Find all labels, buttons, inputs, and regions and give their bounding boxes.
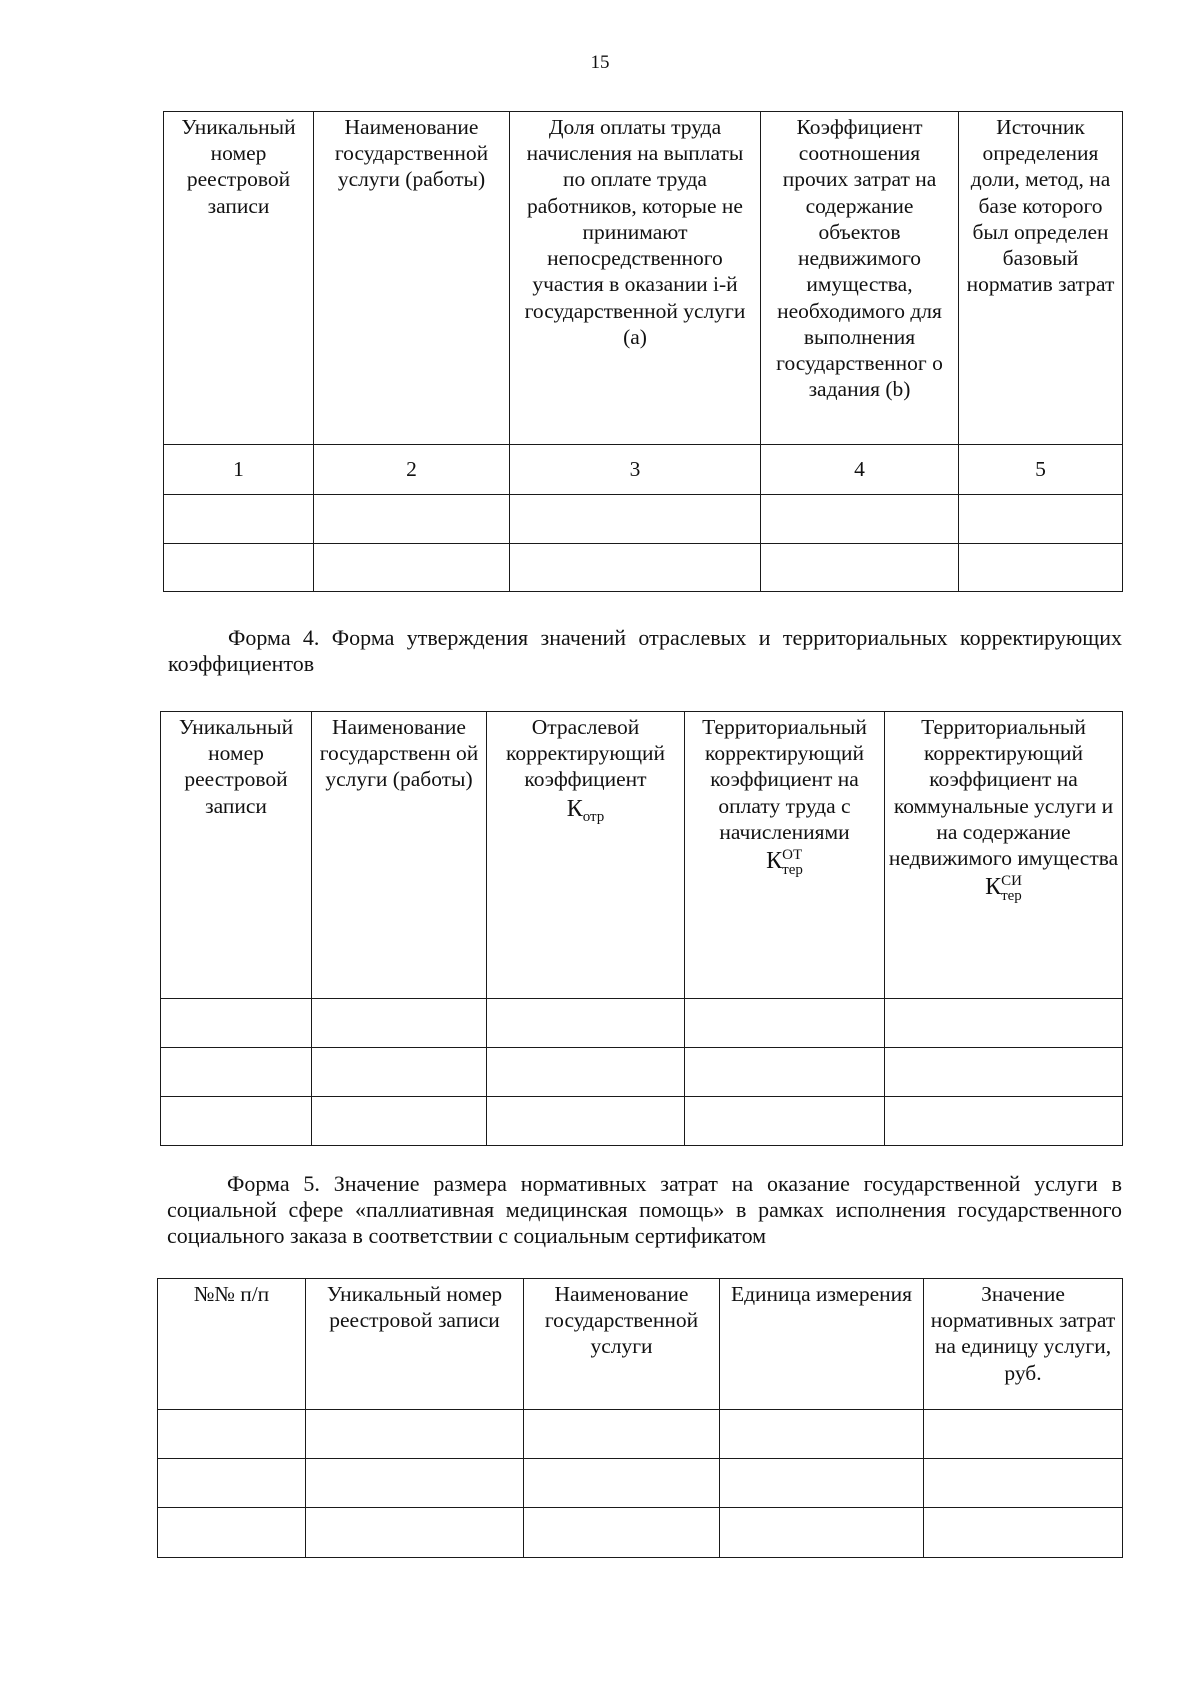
page-number: 15 — [590, 52, 610, 73]
empty-cell — [312, 999, 487, 1048]
table-row — [164, 544, 1123, 592]
correction-coefficients-table — [160, 711, 1123, 1146]
column-number: 1 — [164, 445, 314, 495]
empty-cell — [487, 999, 685, 1048]
header-cell: Отраслевой корректирующий коэффициент $К_{отр}$ — [487, 712, 685, 999]
empty-cell — [761, 544, 959, 592]
empty-cell — [959, 495, 1123, 544]
header-cell: Уникальный номер реестровой записи — [164, 112, 314, 445]
empty-cell — [885, 1048, 1123, 1097]
empty-cell — [164, 495, 314, 544]
table-row — [158, 1508, 1123, 1558]
empty-cell — [685, 1097, 885, 1146]
empty-cell — [761, 495, 959, 544]
k-ot-ter-symbol: КОТ тер — [766, 846, 803, 878]
column-number: 2 — [314, 445, 510, 495]
k-si-ter-symbol: КСИ тер — [985, 872, 1022, 904]
empty-cell — [720, 1508, 924, 1558]
header-cell: Территориальный корректирующий коэффициент на оплату труда с начислениями КОТ тер — [685, 712, 885, 999]
empty-cell — [161, 1048, 312, 1097]
table-row — [161, 1097, 1123, 1146]
empty-cell — [164, 544, 314, 592]
empty-cell — [161, 999, 312, 1048]
normative-costs-table — [157, 1278, 1123, 1558]
empty-cell — [158, 1410, 306, 1459]
header-cell: Наименование государственн ой услуги (работы) — [312, 712, 487, 999]
empty-cell — [306, 1459, 524, 1508]
empty-cell — [510, 495, 761, 544]
header-cell: Уникальный номер реестровой записи — [161, 712, 312, 999]
empty-cell — [685, 999, 885, 1048]
table-row — [161, 1048, 1123, 1097]
empty-cell — [720, 1459, 924, 1508]
header-cell: Доля оплаты труда начисления на выплаты по оплате труда работников, которые не принимают непосредственного участия в оказании i-й государственной услуги (a) — [510, 112, 761, 445]
empty-cell — [924, 1459, 1123, 1508]
empty-cell — [158, 1508, 306, 1558]
column-number: 4 — [761, 445, 959, 495]
empty-cell — [959, 544, 1123, 592]
form5-caption: Форма 5. Значение размера нормативных затрат на оказание государственной услуги в социальной сфере «паллиативная медицинская помощь» в рамках исполнения государственного социального заказа в соответствии с социальным сертификатом — [167, 1171, 1122, 1248]
empty-cell — [885, 1097, 1123, 1146]
header-cell: Наименование государственной услуги (работы) — [314, 112, 510, 445]
column-number: 5 — [959, 445, 1123, 495]
table-row — [164, 495, 1123, 544]
k-otr-symbol: $К_{отр}$ — [566, 795, 605, 825]
empty-cell — [924, 1410, 1123, 1459]
header-cell: Уникальный номер реестровой записи — [306, 1279, 524, 1410]
header-cell: Коэффициент соотношения прочих затрат на содержание объектов недвижимого имущества, необходимого для выполнения государственног о задания (b) — [761, 112, 959, 445]
empty-cell — [312, 1048, 487, 1097]
empty-cell — [510, 544, 761, 592]
header-cell: Территориальный корректирующий коэффициент на коммунальные услуги и на содержание недвижимого имущества КСИ тер — [885, 712, 1123, 999]
header-cell: №№ п/п — [158, 1279, 306, 1410]
empty-cell — [524, 1459, 720, 1508]
table-row — [161, 999, 1123, 1048]
empty-cell — [312, 1097, 487, 1146]
empty-cell — [314, 495, 510, 544]
empty-cell — [306, 1508, 524, 1558]
empty-cell — [161, 1097, 312, 1146]
header-cell: Единица измерения — [720, 1279, 924, 1410]
empty-cell — [524, 1410, 720, 1459]
cost-share-table — [163, 111, 1123, 592]
empty-cell — [685, 1048, 885, 1097]
empty-cell — [487, 1097, 685, 1146]
empty-cell — [487, 1048, 685, 1097]
header-cell: Наименование государственной услуги — [524, 1279, 720, 1410]
empty-cell — [924, 1508, 1123, 1558]
empty-cell — [158, 1459, 306, 1508]
empty-cell — [524, 1508, 720, 1558]
column-number: 3 — [510, 445, 761, 495]
empty-cell — [314, 544, 510, 592]
empty-cell — [306, 1410, 524, 1459]
header-cell: Источник определения доли, метод, на базе которого был определен базовый норматив затрат — [959, 112, 1123, 445]
empty-cell — [720, 1410, 924, 1459]
empty-cell — [885, 999, 1123, 1048]
form4-caption: Форма 4. Форма утверждения значений отраслевых и территориальных корректирующих коэффициентов — [168, 625, 1122, 676]
table-row — [158, 1459, 1123, 1508]
table-row — [158, 1410, 1123, 1459]
header-cell: Значение нормативных затрат на единицу услуги, руб. — [924, 1279, 1123, 1410]
